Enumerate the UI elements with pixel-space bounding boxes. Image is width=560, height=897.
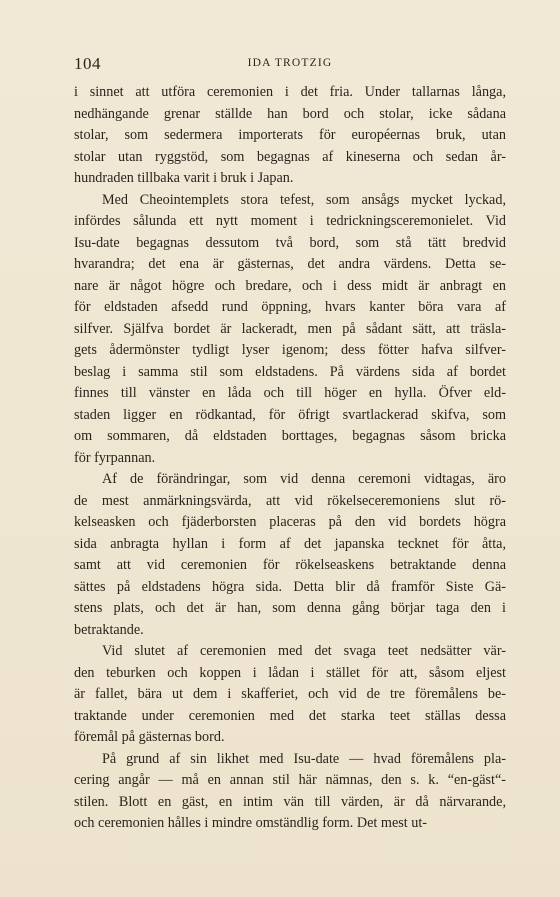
text-line: hundraden tillbaka varit i bruk i Japan. <box>74 170 294 186</box>
text-line: stilen. Blott en gäst, en intim vän till värden, är då närvarande, <box>74 793 506 810</box>
text-line: På grund af sin likhet med Isu-date — hvad föremålens pla- <box>102 750 506 767</box>
text-line: Af de förändringar, som vid denna ceremoni vidtagas, äro <box>102 471 506 487</box>
text-line: stolar, som sedermera importerats för européernas bruk, utan <box>74 127 506 143</box>
text-line: Isu-date begagnas dessutom två bord, som stå tätt bredvid <box>74 234 506 251</box>
body-text <box>74 82 506 835</box>
paragraph <box>74 190 506 470</box>
text-line: den teburken och koppen i lådan i stället för att, såsom eljest <box>74 664 506 681</box>
text-line: för eldstaden afsedd rund öppning, hvars kanter böra vara af <box>74 299 506 315</box>
text-line: staden ligger en rödkantad, för öfrigt svartlackerad skifva, som <box>74 406 506 423</box>
text-line: om sommaren, då eldstaden borttages, begagnas såsom bricka <box>74 428 506 444</box>
text-line: stolar utan ryggstöd, som begagnas af kineserna och sedan år- <box>74 148 506 165</box>
text-line: infördes sålunda ett nytt moment i tedrickningsceremonielet. Vid <box>74 213 506 229</box>
text-line: finnes till vänster en låda och till höger en hylla. Öfver eld- <box>74 385 506 401</box>
text-line: traktande under ceremonien med det starka teet ställas dessa <box>74 707 506 724</box>
text-line: för fyrpannan. <box>74 449 156 466</box>
paragraph <box>74 749 506 835</box>
text-line: kelseasken och fjäderborsten placeras på den vid bordets högra <box>74 514 506 530</box>
paragraph <box>74 82 506 190</box>
text-line: Med Cheointemplets stora tefest, som ansågs mycket lyckad, <box>102 191 506 208</box>
running-head: IDA TROTZIG <box>247 57 333 69</box>
text-line: sida anbragta hyllan i form af det japanska tecknet för åtta, <box>74 535 506 552</box>
text-line: Vid slutet af ceremonien med det svaga teet nedsätter vär- <box>102 643 506 659</box>
paragraph <box>74 641 506 749</box>
text-line: samt att vid ceremonien för rökelseaskens betraktande denna <box>74 557 506 573</box>
text-line: de mest anmärkningsvärda, att vid rökelseceremoniens slut rö- <box>74 492 506 509</box>
text-line: hvarandra; det ena är gästernas, det andra värdens. Detta se- <box>74 256 506 272</box>
text-line: betraktande. <box>74 621 144 638</box>
paragraph <box>74 469 506 641</box>
text-line: nare är något högre och bredare, och i dess midt är anbragt en <box>74 277 506 294</box>
text-line: föremål på gästernas bord. <box>74 729 225 745</box>
text-line: är fallet, bära ut dem i skafferiet, och vid de tre föremålens be- <box>74 686 506 702</box>
text-line: stens plats, och det är han, som denna gång börjar taga den i <box>74 600 506 616</box>
text-line: i sinnet att utföra ceremonien i det fria. Under tallarnas långa, <box>74 84 506 100</box>
text-line: gets ådermönster tydligt lyser igenom; dess fötter hafva silfver- <box>74 342 506 358</box>
page-number: 104 <box>74 54 101 73</box>
text-line: cering angår — må en annan stil här nämnas, den s. k. “en-gäst“- <box>74 772 506 788</box>
text-line: sättes på eldstadens högra sida. Detta blir då framför Siste Gä- <box>74 578 506 595</box>
page-header <box>74 54 506 74</box>
text-line: nedhängande grenar ställde han bord och stolar, icke sådana <box>74 105 506 122</box>
text-line: silfver. Själfva bordet är lackeradt, men på sådant sätt, att träsla- <box>74 320 506 337</box>
text-line: och ceremonien hålles i mindre omständlig form. Det mest ut- <box>74 815 428 831</box>
text-line: beslag i samma stil som eldstadens. På värdens sida af bordet <box>74 363 506 380</box>
